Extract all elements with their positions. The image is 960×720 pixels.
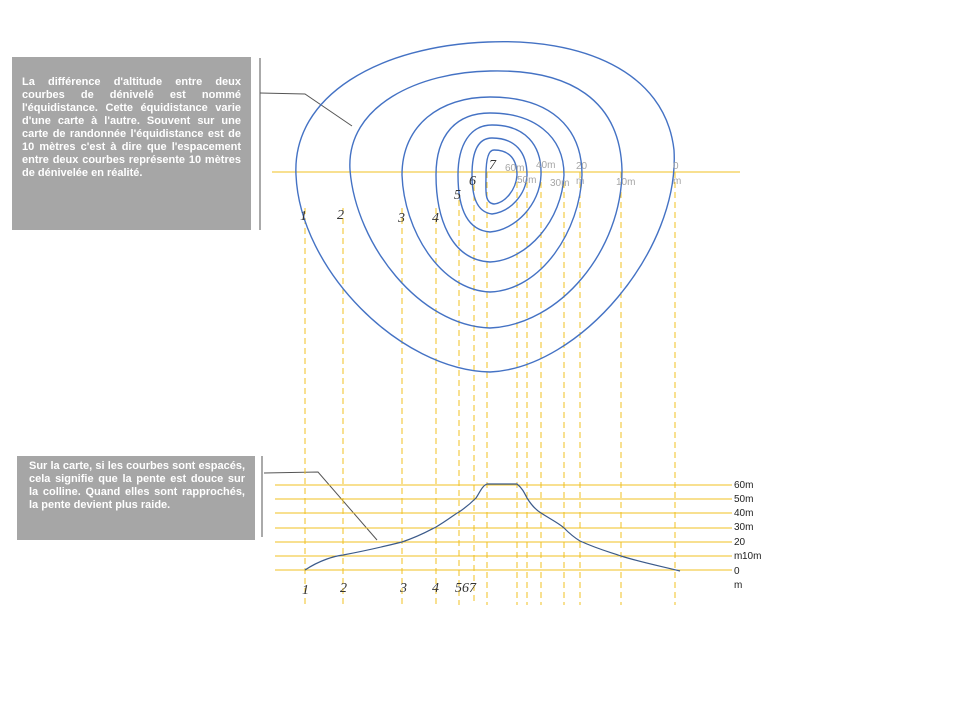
level-label-0-unit: m: [734, 580, 743, 591]
note-connectors: [260, 58, 377, 540]
map-altitude-labels: [505, 160, 681, 189]
profile-number-2: 2: [340, 581, 347, 596]
map-altitude-0-unit: m: [673, 176, 682, 187]
profile-level-labels: [734, 480, 761, 591]
profile-number-3: 3: [400, 581, 407, 596]
note2-leader: [264, 472, 377, 540]
profile-number-567: 567: [455, 581, 476, 596]
map-altitude-30: 30m: [550, 178, 570, 189]
contour-10m: [350, 71, 622, 328]
profile-number-4: 4: [432, 581, 439, 596]
level-label-20: 20: [734, 537, 746, 548]
level-label-0: 0: [734, 566, 740, 577]
map-altitude-60: 60m: [505, 163, 525, 174]
level-label-10: 10m: [742, 551, 762, 562]
map-number-1: 1: [300, 209, 307, 224]
contour-lines: [296, 42, 674, 372]
map-number-4: 4: [432, 211, 439, 226]
map-number-3: 3: [398, 211, 405, 226]
slope-note: Sur la carte, si les courbes sont espacés, cela signifie que la pente est douce sur la colline. Quand elles sont rapprochés, la pente devient plus raide.: [17, 456, 255, 540]
level-label-60: 60m: [734, 480, 754, 491]
level-label-20-unit: m: [734, 551, 743, 562]
map-altitude-10: 10m: [616, 177, 636, 188]
map-number-5: 5: [454, 188, 461, 203]
map-altitude-40: 40m: [536, 160, 556, 171]
map-numbers: [300, 158, 497, 226]
equidistance-note: La différence d'altitude entre deux courbes de dénivelé est nommé l'équidistance. Cette équidistance varie d'une carte à l'autre. Souvent sur une carte de randonnée l'équidistance est de 10 mètres c'est à dire que l'espacement entre deux courbes représente 10 mètres de dénivelée en réalité.: [12, 57, 251, 230]
map-altitude-20: 20: [576, 161, 588, 172]
level-label-30: 30m: [734, 522, 754, 533]
profile-level-lines: [275, 485, 732, 570]
contour-20m: [402, 97, 585, 292]
level-label-50: 50m: [734, 494, 754, 505]
level-label-40: 40m: [734, 508, 754, 519]
projection-lines: [305, 172, 675, 605]
map-altitude-0: 0: [673, 161, 679, 172]
map-number-7: 7: [489, 158, 496, 173]
map-altitude-20-unit: m: [576, 176, 585, 187]
map-number-2: 2: [337, 208, 344, 223]
note1-leader: [260, 93, 352, 126]
map-number-6: 6: [469, 174, 476, 189]
map-altitude-50: 50m: [517, 175, 537, 186]
profile-number-1: 1: [302, 583, 309, 598]
profile-numbers: [302, 581, 477, 598]
